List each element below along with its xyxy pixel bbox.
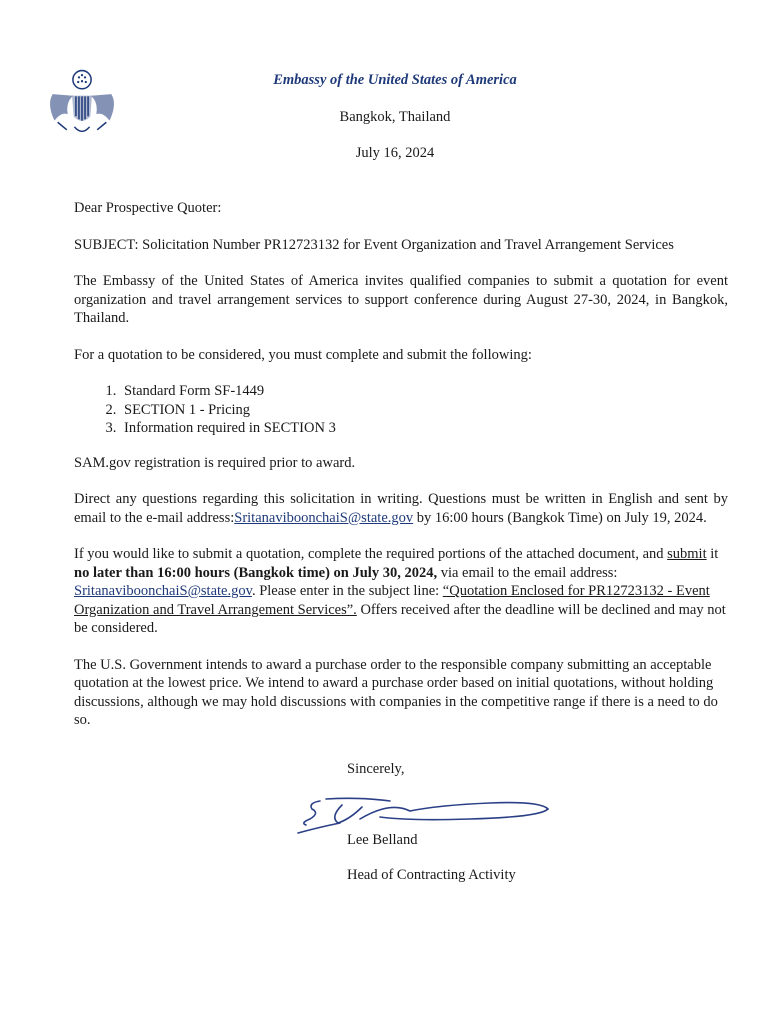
submission-deadline: no later than 16:00 hours (Bangkok time) on July 30, 2024, (74, 564, 438, 581)
required-subject-line: “Quotation Enclosed for PR12723132 - Event Organization and Travel Arrangement Services”. (74, 583, 710, 618)
requirements-list (74, 382, 728, 438)
questions-paragraph: Direct any questions regarding this solicitation in writing. Questions must be written in English and sent by email to the e-mail address:SritanaviboonchaiS@state.gov by 16:00 hours (Bangkok Time) on July 19, 2024. (74, 491, 728, 526)
award-paragraph: The U.S. Government intends to award a purchase order to the responsible company submitting an acceptable quotation at the lowest price. We intend to award a purchase order based on initial quotations, without holding discussions, although we may hold discussions with companies in the competitive range if there is a need to do so. (74, 656, 718, 728)
signer-title: Head of Contracting Activity (347, 867, 516, 883)
subject-line: SUBJECT: Solicitation Number PR12723132 for Event Organization and Travel Arrangement Services (74, 236, 674, 253)
salutation: Dear Prospective Quoter: (74, 200, 222, 216)
letter-date: July 16, 2024 (355, 145, 435, 161)
embassy-name: Embassy of the United States of America (273, 72, 517, 88)
submit-word: submit (667, 546, 707, 562)
questions-email-link[interactable]: SritanaviboonchaiS@state.gov (234, 509, 414, 526)
list-item: 3. Information required in SECTION 3 (120, 419, 728, 438)
signer-name: Lee Belland (347, 832, 418, 848)
list-item: 2. SECTION 1 - Pricing (120, 401, 728, 420)
intro-paragraph: The Embassy of the United States of America invites qualified companies to submit a quotation for event organization and travel arrangement services to support conference during August 27-30, 2024, in Bangkok, Thailand. (74, 273, 728, 326)
location: Bangkok, Thailand (339, 109, 451, 125)
sam-note: SAM.gov registration is required prior to award. (74, 454, 356, 471)
valediction: Sincerely, (347, 761, 405, 777)
letter-body (74, 199, 728, 748)
list-item: 1. Standard Form SF-1449 (120, 382, 728, 401)
requirements-intro: For a quotation to be considered, you must complete and submit the following: (74, 346, 532, 363)
handwritten-signature (290, 793, 560, 838)
submission-email-link[interactable]: SritanaviboonchaiS@state.gov (74, 583, 252, 599)
submission-paragraph: If you would like to submit a quotation, complete the required portions of the attached document, and submit it no later than 16:00 hours (Bangkok time) on July 30, 2024, via email to the email address: SritanaviboonchaiS@state.gov. Please enter in the subject line: “Quotation Enclosed for PR12723132 - Event Organization and Travel Arrangement Services”. Offers received after the deadline will be declined and may not be considered. (74, 546, 726, 636)
